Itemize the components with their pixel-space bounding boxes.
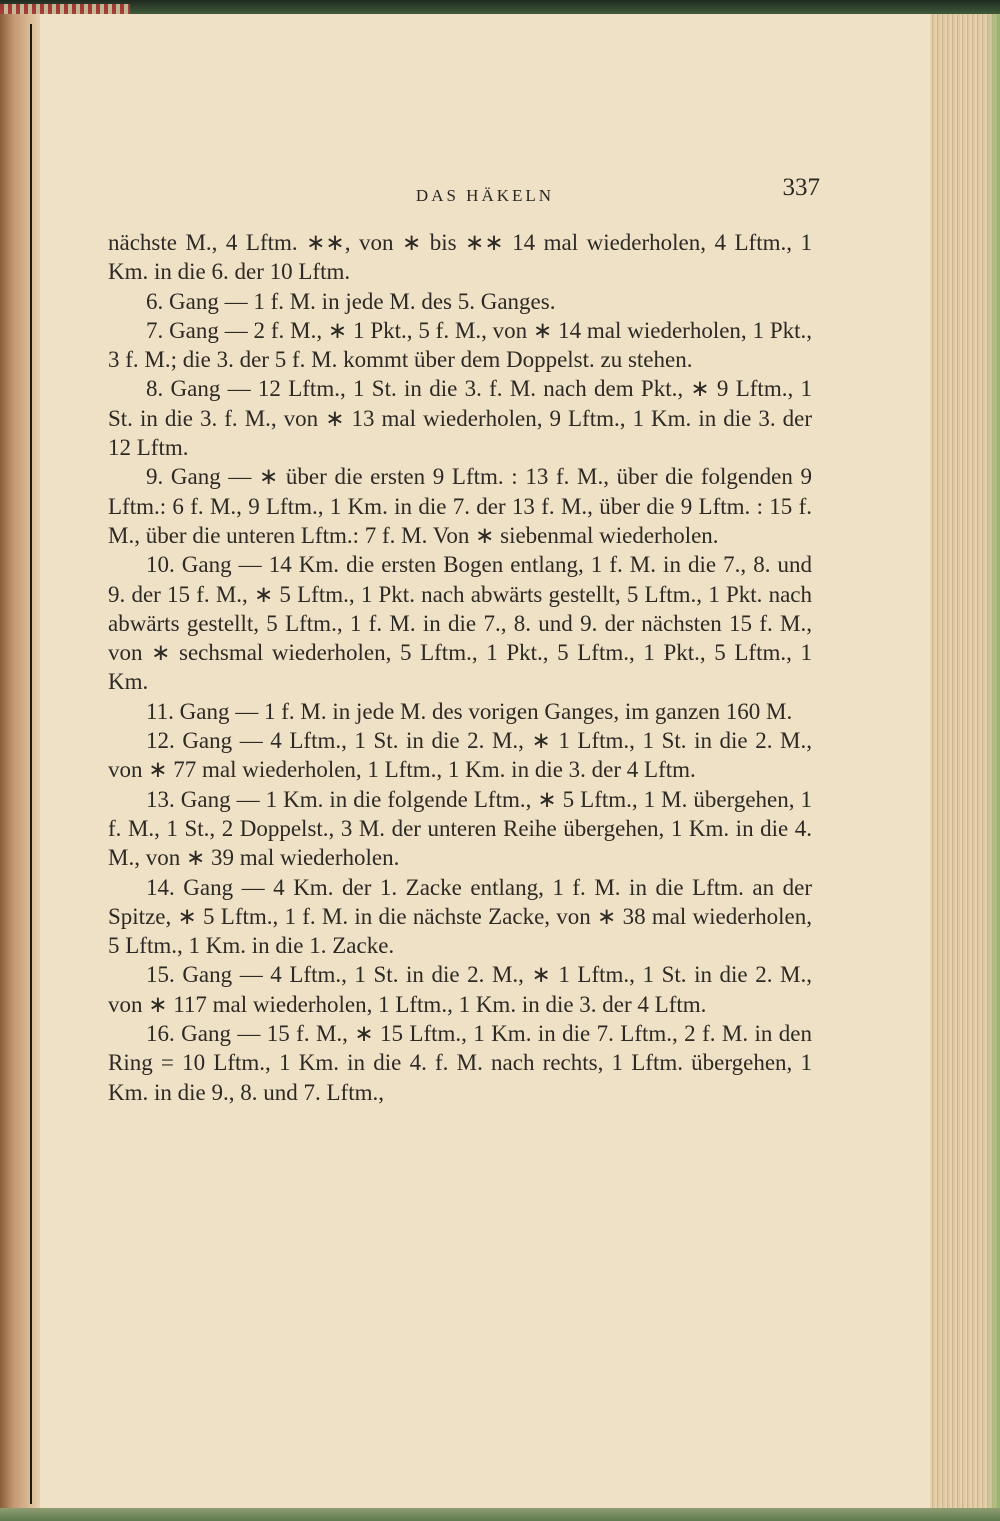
paragraph-gang-11: 11. Gang — 1 f. M. in jede M. des vorigen Ganges, im ganzen 160 M. [146, 698, 793, 724]
page-edges [930, 14, 1000, 1508]
book-bottom-edge [0, 1508, 1000, 1521]
paragraph-continuation: nächste M., 4 Lftm. ∗∗, von ∗ bis ∗∗ 14 mal wiederholen, 4 Lftm., 1 Km. in die 6. der 10 Lftm. [108, 230, 812, 285]
body-text [108, 228, 812, 1107]
paragraph-gang-8: 8. Gang — 12 Lftm., 1 St. in die 3. f. M. nach dem Pkt., ∗ 9 Lftm., 1 St. in die 3. f. M., von ∗ 13 mal wiederholen, 9 Lftm., 1 Km. in die 3. der 12 Lftm. [108, 376, 812, 461]
page-number: 337 [782, 174, 820, 201]
paragraph-gang-13: 13. Gang — 1 Km. in die folgende Lftm., ∗ 5 Lftm., 1 M. übergehen, 1 f. M., 1 St., 2 Doppelst., 3 M. der unteren Reihe übergehen, 1 Km. in die 4. M., von ∗ 39 mal wiederholen. [108, 786, 812, 871]
gutter-line [30, 24, 32, 1504]
paragraph-gang-15: 15. Gang — 4 Lftm., 1 St. in die 2. M., ∗ 1 Lftm., 1 St. in die 2. M., von ∗ 117 mal wiederholen, 1 Lftm., 1 Km. in die 3. der 4 Lftm. [108, 962, 812, 1017]
page [40, 14, 930, 1508]
paragraph-gang-6: 6. Gang — 1 f. M. in jede M. des 5. Ganges. [146, 288, 556, 314]
paragraph-gang-14: 14. Gang — 4 Km. der 1. Zacke entlang, 1 f. M. in die Lftm. an der Spitze, ∗ 5 Lftm., 1 f. M. in die nächste Zacke, von ∗ 38 mal wiederholen, 5 Lftm., 1 Km. in die 1. Zacke. [108, 874, 812, 959]
paragraph-gang-16: 16. Gang — 15 f. M., ∗ 15 Lftm., 1 Km. in die 7. Lftm., 2 f. M. in den Ring = 10 Lftm., 1 Km. in die 4. f. M. nach rechts, 1 Lftm. übergehen, 1 Km. in die 9., 8. und 7. Lftm., [108, 1021, 812, 1105]
paragraph-gang-12: 12. Gang — 4 Lftm., 1 St. in die 2. M., ∗ 1 Lftm., 1 St. in die 2. M., von ∗ 77 mal wiederholen, 1 Lftm., 1 Km. in die 3. der 4 Lftm. [108, 728, 812, 783]
book-gutter [0, 14, 40, 1521]
running-head: DAS HÄKELN [415, 186, 555, 205]
paragraph-gang-10: 10. Gang — 14 Km. die ersten Bogen entlang, 1 f. M. in die 7., 8. und 9. der 15 f. M., ∗ 5 Lftm., 1 Pkt. nach abwärts gestellt, 5 Lftm., 1 Pkt. nach abwärts gestellt, 5 Lftm., 1 f. M. in die 7., 8. und 9. der nächsten 15 f. M., von ∗ sechsmal wiederholen, 5 Lftm., 1 Pkt., 5 Lftm., 1 Pkt., 5 Lftm., 1 Km. [108, 552, 812, 695]
book-top-edge [0, 0, 1000, 14]
paragraph-gang-7: 7. Gang — 2 f. M., ∗ 1 Pkt., 5 f. M., von ∗ 14 mal wiederholen, 1 Pkt., 3 f. M.; die 3. der 5 f. M. kommt über dem Doppelst. zu stehen. [108, 317, 812, 373]
cover-edge [986, 14, 1000, 1508]
headband [0, 4, 130, 14]
paragraph-gang-9: 9. Gang — ∗ über die ersten 9 Lftm. : 13 f. M., über die folgenden 9 Lftm.: 6 f. M., 9 Lftm., 1 Km. in die 7. der 13 f. M., über die 9 Lftm. : 15 f. M., über die unteren Lftm.: 7 f. M. Von ∗ siebenmal wiederholen. [108, 464, 812, 548]
